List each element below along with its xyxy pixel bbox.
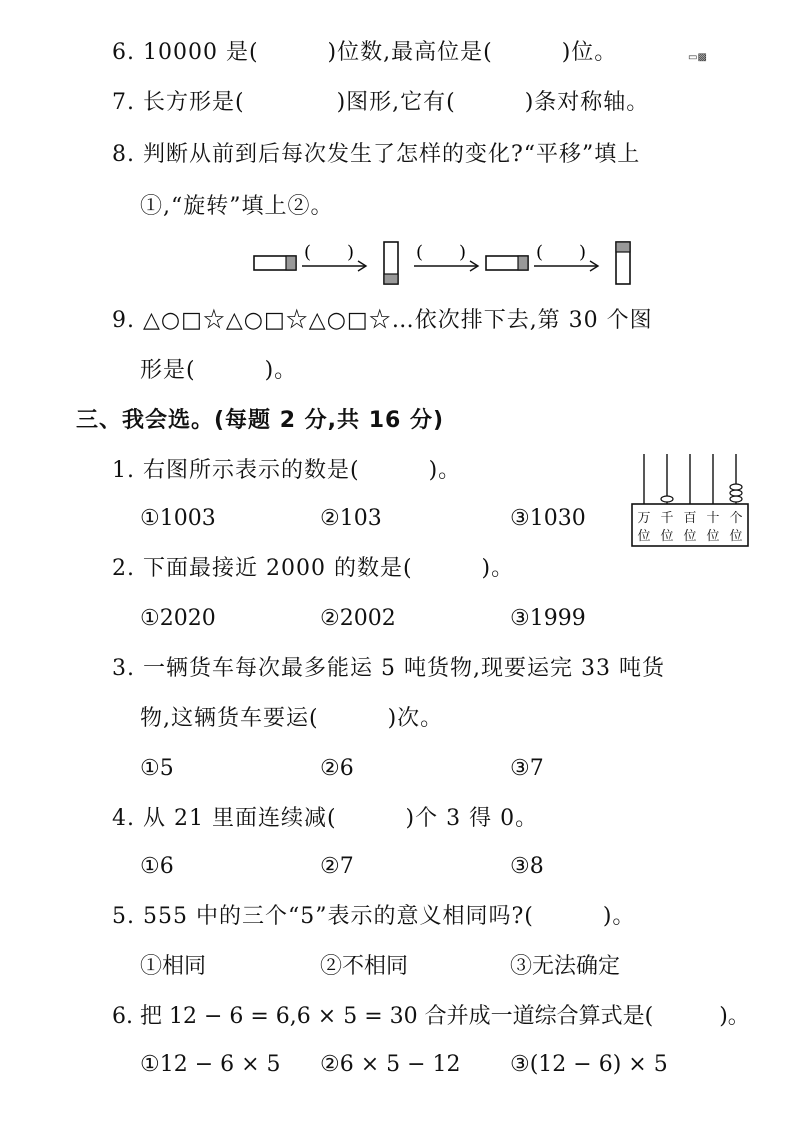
abacus-place-suffix: 位 [706, 529, 720, 544]
q1-option-2: ②103 [320, 506, 382, 531]
q3-option-3: ③7 [510, 756, 544, 781]
abacus-bead [730, 496, 742, 502]
abacus-bead [661, 496, 673, 502]
abacus-place-suffix: 位 [683, 529, 697, 544]
rect-vertical-2 [616, 242, 630, 284]
q3-option-2: ②6 [320, 756, 354, 781]
q2-option-1: ①2020 [140, 606, 216, 631]
choice-question-6: 6. 把 12 − 6 = 6,6 × 5 = 30 合并成一道综合算式是( )。 [112, 1004, 750, 1029]
abacus-place-suffix: 位 [660, 529, 674, 544]
blank-2: ( ) [416, 242, 467, 263]
abacus-place-label: 个 [729, 511, 743, 526]
question-9-line1: 9. △○□☆△○□☆△○□☆…依次排下去,第 30 个图 [112, 308, 653, 333]
question-8-line1: 8. 判断从前到后每次发生了怎样的变化?“平移”填上 [112, 142, 641, 167]
abacus-bead [730, 484, 742, 490]
q3-option-1: ①5 [140, 756, 174, 781]
q6-option-2: ②6 × 5 − 12 [320, 1052, 461, 1077]
rect-horizontal-2 [486, 256, 528, 270]
q5-option-3: ③无法确定 [510, 954, 621, 979]
section-3-title: 三、我会选。(每题 2 分,共 16 分) [76, 408, 445, 433]
question-9-line2: 形是( )。 [140, 358, 298, 383]
abacus-figure [630, 452, 760, 548]
q4-option-3: ③8 [510, 854, 544, 879]
abacus-bead [730, 490, 742, 496]
q6-option-1: ①12 − 6 × 5 [140, 1052, 281, 1077]
q5-option-1: ①相同 [140, 954, 207, 979]
q1-option-1: ①1003 [140, 506, 216, 531]
choice-question-2: 2. 下面最接近 2000 的数是( )。 [112, 556, 515, 581]
blank-3: ( ) [536, 242, 587, 263]
choice-question-5: 5. 555 中的三个“5”表示的意义相同吗?( )。 [112, 904, 636, 929]
question-7: 7. 长方形是( )图形,它有( )条对称轴。 [112, 90, 650, 115]
rect-horizontal-1 [254, 256, 296, 270]
abacus-place-suffix: 位 [729, 529, 743, 544]
choice-question-1: 1. 右图所示表示的数是( )。 [112, 458, 462, 483]
q6-option-3: ③(12 − 6) × 5 [510, 1052, 668, 1077]
question-6: 6. 10000 是( )位数,最高位是( )位。 [112, 40, 618, 65]
blank-1: ( ) [304, 242, 355, 263]
q2-option-2: ②2002 [320, 606, 396, 631]
transform-sequence-figure [250, 238, 650, 288]
choice-question-3-line1: 3. 一辆货车每次最多能运 5 吨货物,现要运完 33 吨货 [112, 656, 665, 681]
choice-question-4: 4. 从 21 里面连续减( )个 3 得 0。 [112, 806, 539, 831]
abacus-place-label: 千 [660, 511, 674, 526]
question-8-line2: ①,“旋转”填上②。 [140, 194, 334, 219]
q1-option-3: ③1030 [510, 506, 586, 531]
q2-option-3: ③1999 [510, 606, 586, 631]
corner-mark: ▭▩ [688, 52, 707, 63]
choice-question-3-line2: 物,这辆货车要运( )次。 [140, 706, 444, 731]
q4-option-2: ②7 [320, 854, 354, 879]
abacus-place-label: 十 [706, 511, 720, 526]
abacus-place-label: 百 [683, 511, 697, 526]
q4-option-1: ①6 [140, 854, 174, 879]
q5-option-2: ②不相同 [320, 954, 409, 979]
abacus-place-suffix: 位 [637, 529, 651, 544]
rect-vertical-1 [384, 242, 398, 284]
abacus-place-label: 万 [637, 511, 651, 526]
